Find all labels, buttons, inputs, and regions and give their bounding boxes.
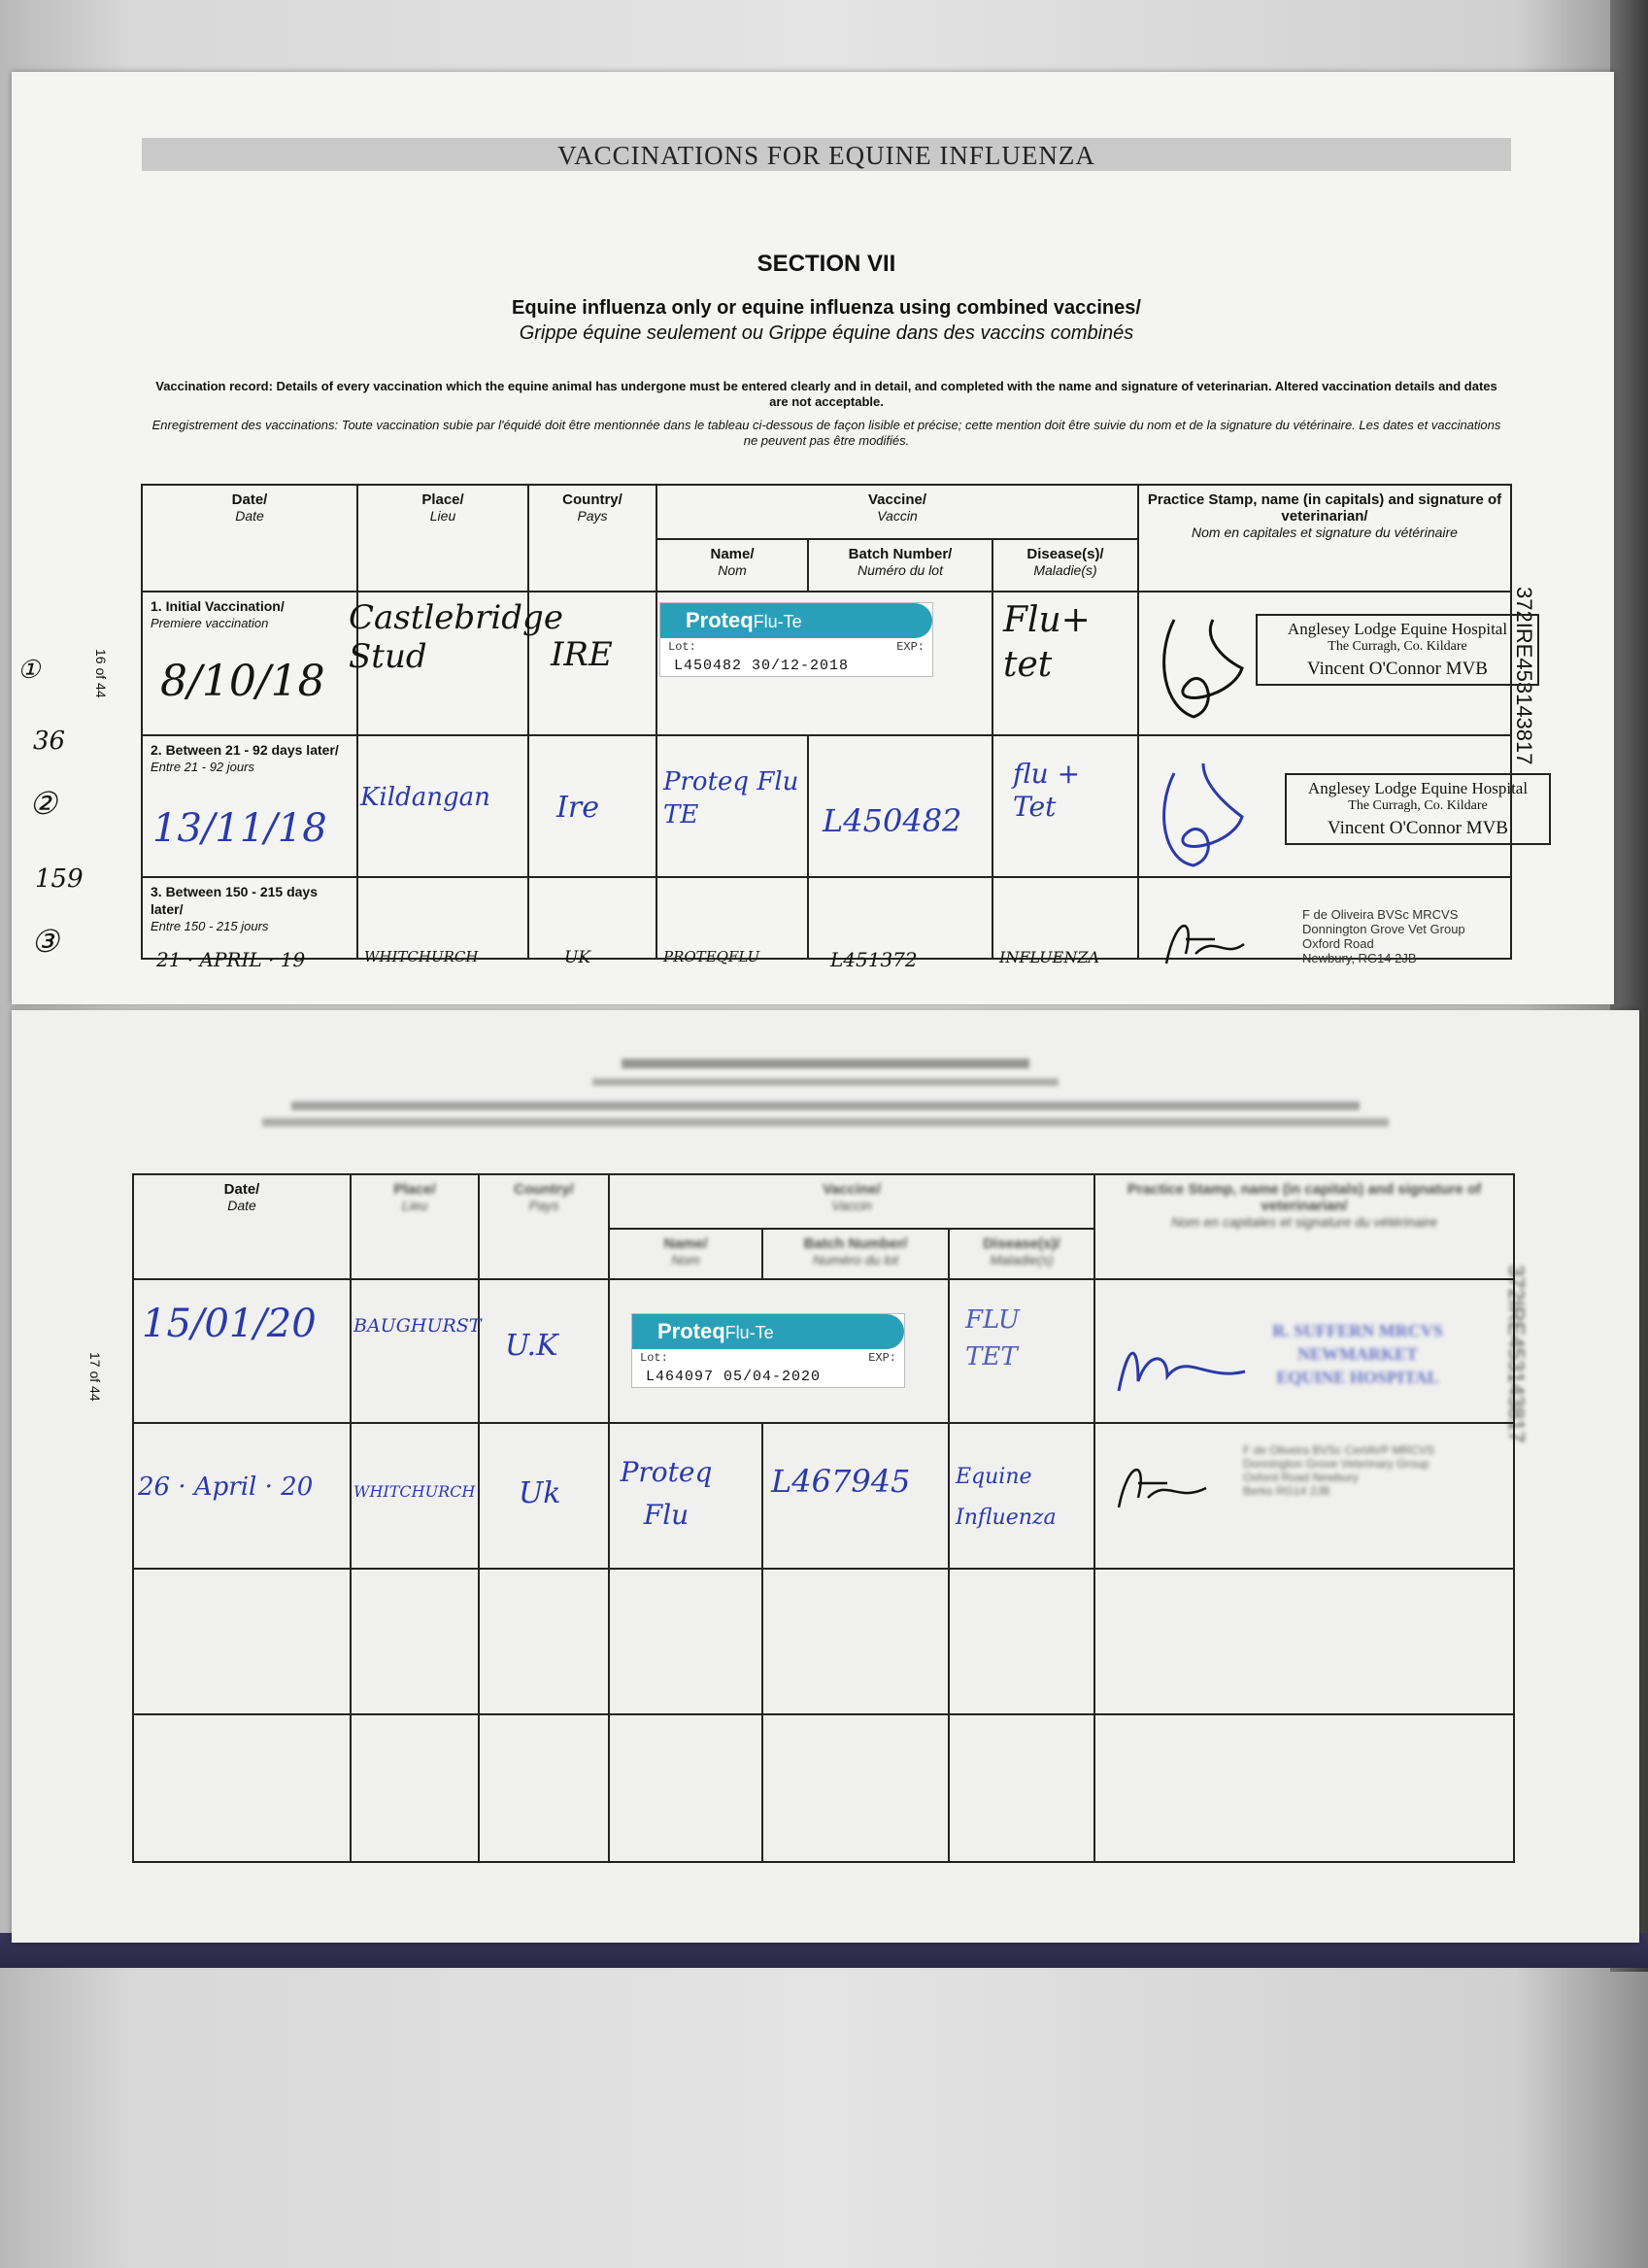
vaccine-sticker-cell xyxy=(656,592,992,735)
batch-number: L467945 xyxy=(771,1463,911,1500)
header-country: Country/ Pays xyxy=(479,1174,609,1279)
header-stamp: Practice Stamp, name (in capitals) and signature of veterinarian/ Nom en capitales et signature du vétérinaire xyxy=(1138,485,1511,592)
vaccination-place: WHITCHURCH xyxy=(353,1482,476,1501)
header-batch: Batch Number/ Numéro du lot xyxy=(808,539,992,592)
header-disease: Disease(s)/ Maladie(s) xyxy=(992,539,1138,592)
page-number-top: 16 of 44 xyxy=(93,649,109,698)
vaccination-place: Castlebridge Stud xyxy=(349,598,563,676)
vaccine-name-cell xyxy=(656,877,808,965)
side-code-top: 372IRE453143817 xyxy=(1512,587,1536,765)
place-cell xyxy=(351,1423,479,1569)
subtitle-en: Equine influenza only or equine influenza using combined vaccines/ xyxy=(512,297,1141,319)
table-row xyxy=(142,735,1511,877)
stamp-cell xyxy=(1138,592,1511,735)
place-cell xyxy=(351,1279,482,1423)
date-cell: 3. Between 150 - 215 days later/ Entre 150 - 215 jours 21 · APRIL · 19 xyxy=(142,877,357,959)
stamp-cell xyxy=(1138,735,1529,877)
header-name: Name/ Nom xyxy=(609,1229,762,1279)
section-banner xyxy=(142,138,1511,171)
vaccine-name: Proteq Flu xyxy=(620,1456,713,1531)
margin-note: 159 xyxy=(35,864,84,894)
vaccine-name-cell xyxy=(609,1423,762,1569)
country-cell xyxy=(479,1279,609,1423)
header-batch: Batch Number/ Numéro du lot xyxy=(762,1229,949,1279)
header-vaccine: Vaccine/ Vaccin xyxy=(656,485,1138,539)
vaccination-date: 26 · April · 20 xyxy=(138,1473,314,1502)
vaccine-name-cell xyxy=(656,735,808,877)
vaccination-place: Kildangan xyxy=(360,783,490,812)
header-stamp: Practice Stamp, name (in capitals) and signature of veterinarian/ Nom en capitales et signature du vétérinaire xyxy=(1094,1174,1514,1279)
margin-note: ② xyxy=(29,785,57,822)
vaccine-sticker: ProteqFlu-Te Lot: EXP: L450482 30/12-2018 xyxy=(659,602,933,677)
country-cell xyxy=(479,1423,609,1569)
batch-cell xyxy=(808,877,992,971)
batch-number: L451372 xyxy=(830,948,918,971)
header-disease: Disease(s)/ Maladie(s) xyxy=(949,1229,1094,1279)
vet-details: F de Oliveira BVSc MRCVS Donnington Grove Vet Group Oxford Road Newbury, RG14 2JB xyxy=(1302,907,1465,965)
date-cell: 1. Initial Vaccination/ Premiere vaccination 8/10/18 xyxy=(142,592,357,735)
table-row xyxy=(142,877,1511,959)
vaccination-date: 15/01/20 xyxy=(142,1302,317,1346)
vaccination-date: 8/10/18 xyxy=(160,657,325,706)
table-row xyxy=(133,1279,1514,1423)
page-number-bottom: 17 of 44 xyxy=(87,1352,103,1402)
banner-title: VACCINATIONS FOR EQUINE INFLUENZA xyxy=(557,141,1095,170)
disease-cell xyxy=(992,592,1138,735)
stamp-cell xyxy=(1138,877,1511,965)
disease-cell xyxy=(992,877,1138,966)
disease-cell xyxy=(949,1423,1094,1569)
date-cell xyxy=(133,1423,351,1569)
vet-signature xyxy=(1145,744,1252,870)
stamp-cell xyxy=(1094,1279,1514,1423)
header-date: Date/ Date xyxy=(133,1174,351,1279)
date-cell: 2. Between 21 - 92 days later/ Entre 21 - 92 jours 13/11/18 xyxy=(142,735,357,877)
header-country: Country/ Pays xyxy=(528,485,656,592)
vaccination-country: IRE xyxy=(551,635,613,674)
vaccination-disease: flu + Tet xyxy=(1013,758,1081,823)
vaccine-sticker-cell xyxy=(609,1279,949,1423)
table-row xyxy=(133,1423,1514,1569)
vaccine-name: PROTEQFLU xyxy=(663,948,760,965)
country-cell xyxy=(528,592,656,735)
instructions-en: Vaccination record: Details of every vaccination which the equine animal has undergone must be entered clearly and in detail, and completed with the name and signature of veterinarian. Altered vaccination details and dates are not acceptable. xyxy=(155,379,1497,409)
place-cell xyxy=(357,877,528,965)
stamp-cell xyxy=(1094,1423,1514,1569)
vaccination-place: BAUGHURST xyxy=(353,1315,482,1337)
practice-stamp: R. SUFFERN MRCVS NEWMARKET EQUINE HOSPITAL xyxy=(1272,1321,1443,1387)
margin-note: ① xyxy=(17,656,41,685)
vaccine-name: Proteq Flu TE xyxy=(663,767,799,829)
vaccination-date: 13/11/18 xyxy=(152,806,327,851)
side-code-bottom: 372IRE453143817 xyxy=(1504,1265,1529,1443)
practice-stamp: Anglesey Lodge Equine Hospital The Curragh, Co. Kildare Vincent O'Connor MVB xyxy=(1256,614,1539,686)
batch-number: L450482 xyxy=(823,802,962,839)
vaccination-date: 21 · APRIL · 19 xyxy=(156,948,306,971)
header-vaccine: Vaccine/ Vaccin xyxy=(609,1174,1094,1229)
table-row xyxy=(142,592,1511,735)
instructions-fr: Enregistrement des vaccinations: Toute vaccination subie par l'équidé doit être mentionnée dans le tableau ci-dessous de façon lisible et précise; cette mention doit être suivie du nom et de la signature du vétérinaire. Les dates et vaccinations ne peuvent pas être modifiés. xyxy=(151,418,1501,448)
vet-signature xyxy=(1157,905,1273,973)
batch-cell xyxy=(762,1423,949,1569)
vaccination-disease: FLU TET xyxy=(965,1305,1020,1371)
place-cell xyxy=(349,592,563,735)
table-row-empty xyxy=(133,1714,1514,1862)
blurred-heading xyxy=(243,1059,1408,1136)
header-place: Place/ Lieu xyxy=(357,485,528,592)
margin-note: ③ xyxy=(31,923,59,960)
disease-cell xyxy=(992,735,1138,877)
country-cell xyxy=(528,877,656,967)
country-cell xyxy=(528,735,656,877)
vet-signature xyxy=(1145,600,1252,727)
vaccination-country: U.K xyxy=(505,1329,558,1363)
header-name: Name/ Nom xyxy=(656,539,808,592)
vaccination-disease: INFLUENZA xyxy=(999,948,1100,966)
subtitle-fr: Grippe équine seulement ou Grippe équine dans des vaccins combinés xyxy=(519,322,1134,344)
place-cell xyxy=(357,735,528,877)
vaccination-place: WHITCHURCH xyxy=(364,948,479,965)
practice-stamp: Anglesey Lodge Equine Hospital The Curragh, Co. Kildare Vincent O'Connor MVB xyxy=(1285,773,1551,845)
margin-note: 36 xyxy=(33,727,66,756)
vaccination-disease: Equine Influenza xyxy=(956,1465,1057,1530)
vaccination-country: UK xyxy=(564,948,591,967)
vaccination-country: Uk xyxy=(519,1476,561,1510)
vaccination-table-bottom xyxy=(132,1173,1515,1863)
date-cell xyxy=(133,1279,351,1423)
header-place: Place/ Lieu xyxy=(351,1174,479,1279)
header-date: Date/ Date xyxy=(142,485,357,592)
batch-cell xyxy=(808,735,992,877)
vaccine-sticker: ProteqFlu-Te Lot: EXP: L464097 05/04-2020 xyxy=(631,1313,905,1388)
vaccination-disease: Flu+ tet xyxy=(1003,600,1091,685)
vet-details: F de Oliveira BVSc CertAVP MRCVS Donnington Grove Veterinary Group Oxford Road Newbury Berks RG14 2JB xyxy=(1243,1443,1434,1498)
vet-signature xyxy=(1109,1323,1255,1401)
vaccination-country: Ire xyxy=(556,791,599,825)
section-heading: SECTION VII xyxy=(757,251,896,277)
table-row-empty xyxy=(133,1569,1514,1714)
disease-cell xyxy=(949,1279,1094,1423)
vet-signature xyxy=(1109,1449,1216,1517)
